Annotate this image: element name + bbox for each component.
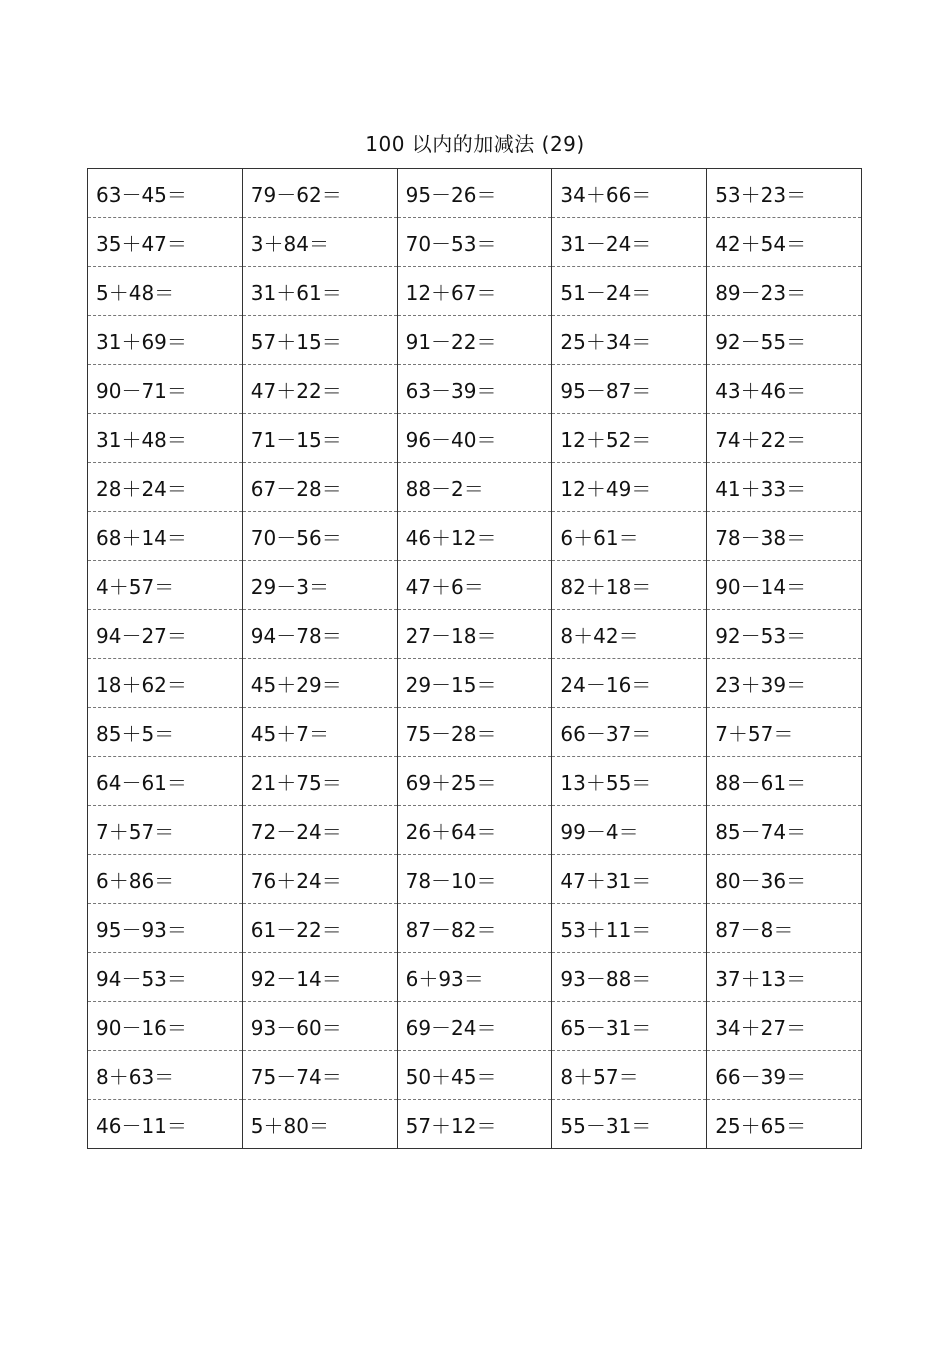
problem-cell: 69－24＝ [397, 1002, 552, 1051]
problem-cell: 76＋24＝ [242, 855, 397, 904]
problem-cell: 93－60＝ [242, 1002, 397, 1051]
problem-cell: 35＋47＝ [88, 218, 243, 267]
problem-cell: 90－71＝ [88, 365, 243, 414]
table-row [88, 806, 862, 855]
problem-cell: 87－8＝ [707, 904, 862, 953]
problem-cell: 45＋7＝ [242, 708, 397, 757]
problem-cell: 12＋67＝ [397, 267, 552, 316]
problem-cell: 46＋12＝ [397, 512, 552, 561]
problem-cell: 75－74＝ [242, 1051, 397, 1100]
problem-cell: 63－39＝ [397, 365, 552, 414]
table-row [88, 414, 862, 463]
problem-cell: 37＋13＝ [707, 953, 862, 1002]
problem-cell: 13＋55＝ [552, 757, 707, 806]
problem-cell: 70－53＝ [397, 218, 552, 267]
problem-cell: 42＋54＝ [707, 218, 862, 267]
problem-cell: 99－4＝ [552, 806, 707, 855]
problem-cell: 31＋69＝ [88, 316, 243, 365]
problem-cell: 94－53＝ [88, 953, 243, 1002]
problem-table-body [88, 169, 862, 1149]
problem-cell: 5＋80＝ [242, 1100, 397, 1149]
problem-cell: 47＋22＝ [242, 365, 397, 414]
problem-cell: 87－82＝ [397, 904, 552, 953]
problem-cell: 57＋15＝ [242, 316, 397, 365]
problem-cell: 28＋24＝ [88, 463, 243, 512]
problem-cell: 94－78＝ [242, 610, 397, 659]
problem-cell: 21＋75＝ [242, 757, 397, 806]
table-row [88, 561, 862, 610]
problem-cell: 67－28＝ [242, 463, 397, 512]
problem-cell: 8＋63＝ [88, 1051, 243, 1100]
table-row [88, 218, 862, 267]
table-row [88, 953, 862, 1002]
problem-cell: 18＋62＝ [88, 659, 243, 708]
problem-cell: 93－88＝ [552, 953, 707, 1002]
problem-cell: 95－87＝ [552, 365, 707, 414]
problem-cell: 85＋5＝ [88, 708, 243, 757]
problem-cell: 85－74＝ [707, 806, 862, 855]
problem-cell: 71－15＝ [242, 414, 397, 463]
table-row [88, 855, 862, 904]
problem-cell: 64－61＝ [88, 757, 243, 806]
problem-cell: 47＋6＝ [397, 561, 552, 610]
problem-cell: 27－18＝ [397, 610, 552, 659]
problem-cell: 8＋42＝ [552, 610, 707, 659]
problem-cell: 7＋57＝ [88, 806, 243, 855]
problem-cell: 4＋57＝ [88, 561, 243, 610]
problem-cell: 29－3＝ [242, 561, 397, 610]
table-row [88, 267, 862, 316]
problem-cell: 31＋61＝ [242, 267, 397, 316]
table-row [88, 365, 862, 414]
problem-cell: 53＋11＝ [552, 904, 707, 953]
problem-cell: 78－38＝ [707, 512, 862, 561]
problem-cell: 88－61＝ [707, 757, 862, 806]
problem-cell: 47＋31＝ [552, 855, 707, 904]
problem-cell: 66－39＝ [707, 1051, 862, 1100]
problem-cell: 90－14＝ [707, 561, 862, 610]
table-row [88, 659, 862, 708]
problem-cell: 41＋33＝ [707, 463, 862, 512]
problem-cell: 25＋65＝ [707, 1100, 862, 1149]
problem-cell: 34＋27＝ [707, 1002, 862, 1051]
worksheet-title: 100 以内的加减法 (29) [365, 132, 585, 156]
problem-cell: 95－93＝ [88, 904, 243, 953]
problem-cell: 92－14＝ [242, 953, 397, 1002]
problem-cell: 79－62＝ [242, 169, 397, 218]
problem-cell: 69＋25＝ [397, 757, 552, 806]
problem-cell: 6＋61＝ [552, 512, 707, 561]
problem-cell: 82＋18＝ [552, 561, 707, 610]
problem-cell: 92－53＝ [707, 610, 862, 659]
table-row [88, 316, 862, 365]
problem-cell: 53＋23＝ [707, 169, 862, 218]
table-row [88, 512, 862, 561]
table-row [88, 904, 862, 953]
problem-cell: 3＋84＝ [242, 218, 397, 267]
table-row [88, 169, 862, 218]
problem-cell: 63－45＝ [88, 169, 243, 218]
problem-cell: 8＋57＝ [552, 1051, 707, 1100]
problem-cell: 75－28＝ [397, 708, 552, 757]
problem-cell: 92－55＝ [707, 316, 862, 365]
problem-cell: 95－26＝ [397, 169, 552, 218]
problem-cell: 7＋57＝ [707, 708, 862, 757]
problem-cell: 57＋12＝ [397, 1100, 552, 1149]
problem-cell: 45＋29＝ [242, 659, 397, 708]
problem-cell: 24－16＝ [552, 659, 707, 708]
problem-cell: 31＋48＝ [88, 414, 243, 463]
table-row [88, 757, 862, 806]
problem-cell: 23＋39＝ [707, 659, 862, 708]
problem-cell: 94－27＝ [88, 610, 243, 659]
problem-cell: 34＋66＝ [552, 169, 707, 218]
table-row [88, 708, 862, 757]
problem-cell: 31－24＝ [552, 218, 707, 267]
problem-cell: 72－24＝ [242, 806, 397, 855]
problem-cell: 29－15＝ [397, 659, 552, 708]
table-row [88, 610, 862, 659]
table-row [88, 1002, 862, 1051]
table-row [88, 463, 862, 512]
problem-cell: 68＋14＝ [88, 512, 243, 561]
problem-cell: 55－31＝ [552, 1100, 707, 1149]
problem-cell: 61－22＝ [242, 904, 397, 953]
problem-cell: 25＋34＝ [552, 316, 707, 365]
problem-cell: 26＋64＝ [397, 806, 552, 855]
problem-cell: 74＋22＝ [707, 414, 862, 463]
problem-cell: 51－24＝ [552, 267, 707, 316]
problem-cell: 12＋52＝ [552, 414, 707, 463]
problem-table [87, 168, 862, 1149]
problem-cell: 65－31＝ [552, 1002, 707, 1051]
problem-cell: 90－16＝ [88, 1002, 243, 1051]
table-row [88, 1100, 862, 1149]
problem-cell: 6＋86＝ [88, 855, 243, 904]
problem-cell: 43＋46＝ [707, 365, 862, 414]
problem-cell: 80－36＝ [707, 855, 862, 904]
problem-cell: 5＋48＝ [88, 267, 243, 316]
problem-cell: 78－10＝ [397, 855, 552, 904]
table-row [88, 1051, 862, 1100]
problem-cell: 50＋45＝ [397, 1051, 552, 1100]
problem-cell: 91－22＝ [397, 316, 552, 365]
problem-cell: 46－11＝ [88, 1100, 243, 1149]
problem-cell: 66－37＝ [552, 708, 707, 757]
problem-cell: 89－23＝ [707, 267, 862, 316]
problem-cell: 88－2＝ [397, 463, 552, 512]
problem-cell: 6＋93＝ [397, 953, 552, 1002]
problem-cell: 70－56＝ [242, 512, 397, 561]
problem-cell: 12＋49＝ [552, 463, 707, 512]
problem-cell: 96－40＝ [397, 414, 552, 463]
